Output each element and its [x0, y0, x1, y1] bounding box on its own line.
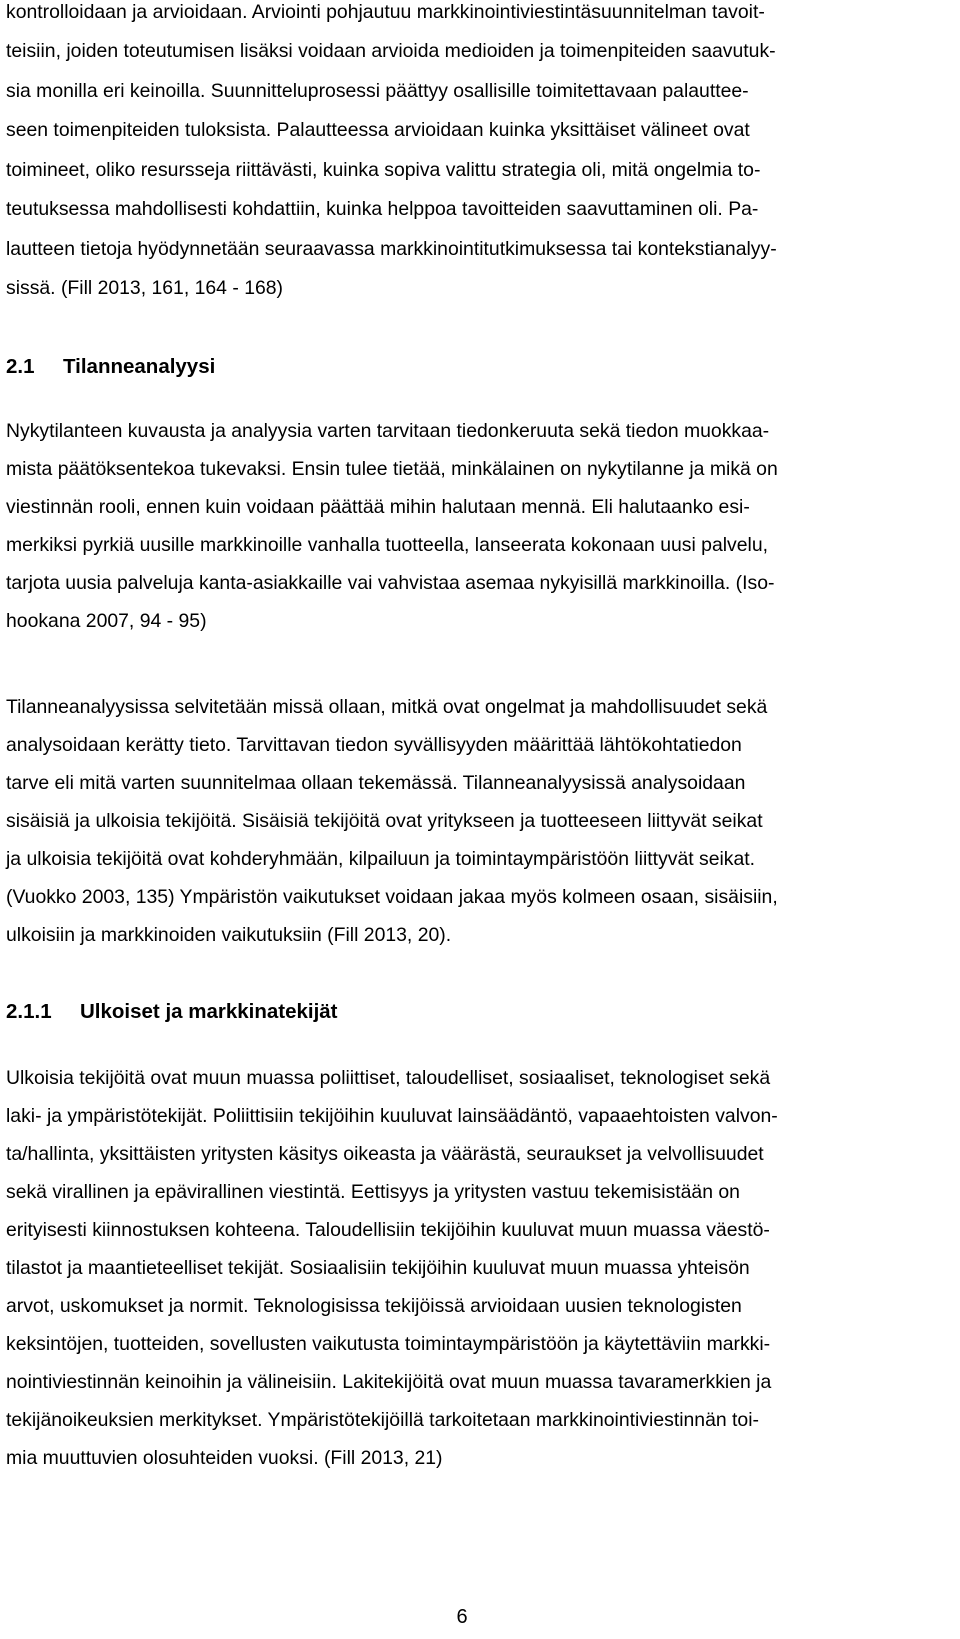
- text-line: lautteen tietoja hyödynnetään seuraavassa markkinointitutkimuksessa tai kontekstianalyy-: [6, 238, 777, 260]
- text-line: arvot, uskomukset ja normit. Teknologisissa tekijöissä arvioidaan uusien teknologisten: [6, 1295, 742, 1317]
- text-line: tarve eli mitä varten suunnitelmaa ollaan tekemässä. Tilanneanalyysissä analysoidaan: [6, 772, 746, 794]
- section-number: 2.1: [6, 355, 35, 378]
- text-line: sekä virallinen ja epävirallinen viestintä. Eettisyys ja yritysten vastuu tekemisistään on: [6, 1181, 740, 1203]
- text-line: tarjota uusia palveluja kanta-asiakkaille vai vahvistaa asemaa nykyisillä markkinoilla. (Iso-: [6, 572, 775, 594]
- text-line: sia monilla eri keinoilla. Suunnitteluprosessi päättyy osallisille toimitettavaan palauttee-: [6, 80, 749, 102]
- text-line: Tilanneanalyysissa selvitetään missä ollaan, mitkä ovat ongelmat ja mahdollisuudet sekä: [6, 696, 768, 718]
- text-line: mia muuttuvien olosuhteiden vuoksi. (Fill 2013, 21): [6, 1447, 443, 1469]
- section-heading: [6, 355, 215, 379]
- text-line: ja ulkoisia tekijöitä ovat kohderyhmään, kilpailuun ja toimintaympäristöön liittyvät seikat.: [6, 848, 756, 870]
- text-line: mista päätöksentekoa tukevaksi. Ensin tulee tietää, minkälainen on nykytilanne ja mikä on: [6, 458, 778, 480]
- text-line: ulkoisiin ja markkinoiden vaikutuksiin (Fill 2013, 20).: [6, 924, 452, 946]
- text-line: nointiviestinnän keinoihin ja välineisiin. Lakitekijöitä ovat muun muassa tavaramerkkien ja: [6, 1371, 772, 1393]
- subsection-title: Ulkoiset ja markkinatekijät: [80, 1000, 338, 1023]
- text-line: teutuksessa mahdollisesti kohdattiin, kuinka helppoa tavoitteiden saavuttaminen oli. Pa-: [6, 198, 759, 220]
- text-line: merkiksi pyrkiä uusille markkinoille vanhalla tuotteella, lanseerata kokonaan uusi palvelu,: [6, 534, 769, 556]
- text-line: viestinnän rooli, ennen kuin voidaan päättää mihin halutaan mennä. Eli halutaanko esi-: [6, 496, 750, 518]
- text-line: ta/hallinta, yksittäisten yritysten käsitys oikeasta ja väärästä, seuraukset ja velvollisuudet: [6, 1143, 764, 1165]
- subsection-heading: [6, 1000, 338, 1024]
- text-line: seen toimenpiteiden tuloksista. Palautteessa arvioidaan kuinka yksittäiset välineet ovat: [6, 119, 750, 141]
- text-line: sisäisiä ja ulkoisia tekijöitä. Sisäisiä tekijöitä ovat yritykseen ja tuotteeseen liittyvät seikat: [6, 810, 763, 832]
- text-line: analysoidaan kerätty tieto. Tarvittavan tiedon syvällisyyden määrittää lähtökohtatiedon: [6, 734, 742, 756]
- section-title: Tilanneanalyysi: [63, 355, 216, 378]
- text-line: keksintöjen, tuotteiden, sovellusten vaikutusta toimintaympäristöön ja käytettäviin markki-: [6, 1333, 771, 1355]
- text-line: tilastot ja maantieteelliset tekijät. Sosiaalisiin tekijöihin kuuluvat muun muassa yhteisön: [6, 1257, 750, 1279]
- text-line: toimineet, oliko resursseja riittävästi, kuinka sopiva valittu strategia oli, mitä ongelmia to-: [6, 159, 761, 181]
- text-line: Ulkoisia tekijöitä ovat muun muassa poliittiset, taloudelliset, sosiaaliset, teknologiset sekä: [6, 1067, 771, 1089]
- page-number: 6: [456, 1606, 468, 1628]
- text-line: hookana 2007, 94 - 95): [6, 610, 207, 632]
- text-line: (Vuokko 2003, 135) Ympäristön vaikutukset voidaan jakaa myös kolmeen osaan, sisäisiin,: [6, 886, 778, 908]
- text-line: sissä. (Fill 2013, 161, 164 - 168): [6, 277, 283, 299]
- text-line: kontrolloidaan ja arvioidaan. Arviointi pohjautuu markkinointiviestintäsuunnitelman tavoit-: [6, 1, 765, 23]
- text-line: Nykytilanteen kuvausta ja analyysia varten tarvitaan tiedonkeruuta sekä tiedon muokkaa-: [6, 420, 770, 442]
- text-line: erityisesti kiinnostuksen kohteena. Taloudellisiin tekijöihin kuuluvat muun muassa väestö-: [6, 1219, 770, 1241]
- text-line: laki- ja ympäristötekijät. Poliittisiin tekijöihin kuuluvat lainsäädäntö, vapaaehtoisten valvon-: [6, 1105, 778, 1127]
- text-line: tekijänoikeuksien merkitykset. Ympäristötekijöillä tarkoitetaan markkinointiviestinnän toi-: [6, 1409, 759, 1431]
- subsection-number: 2.1.1: [6, 1000, 52, 1023]
- text-line: teisiin, joiden toteutumisen lisäksi voidaan arvioida medioiden ja toimenpiteiden saavutuk-: [6, 40, 776, 62]
